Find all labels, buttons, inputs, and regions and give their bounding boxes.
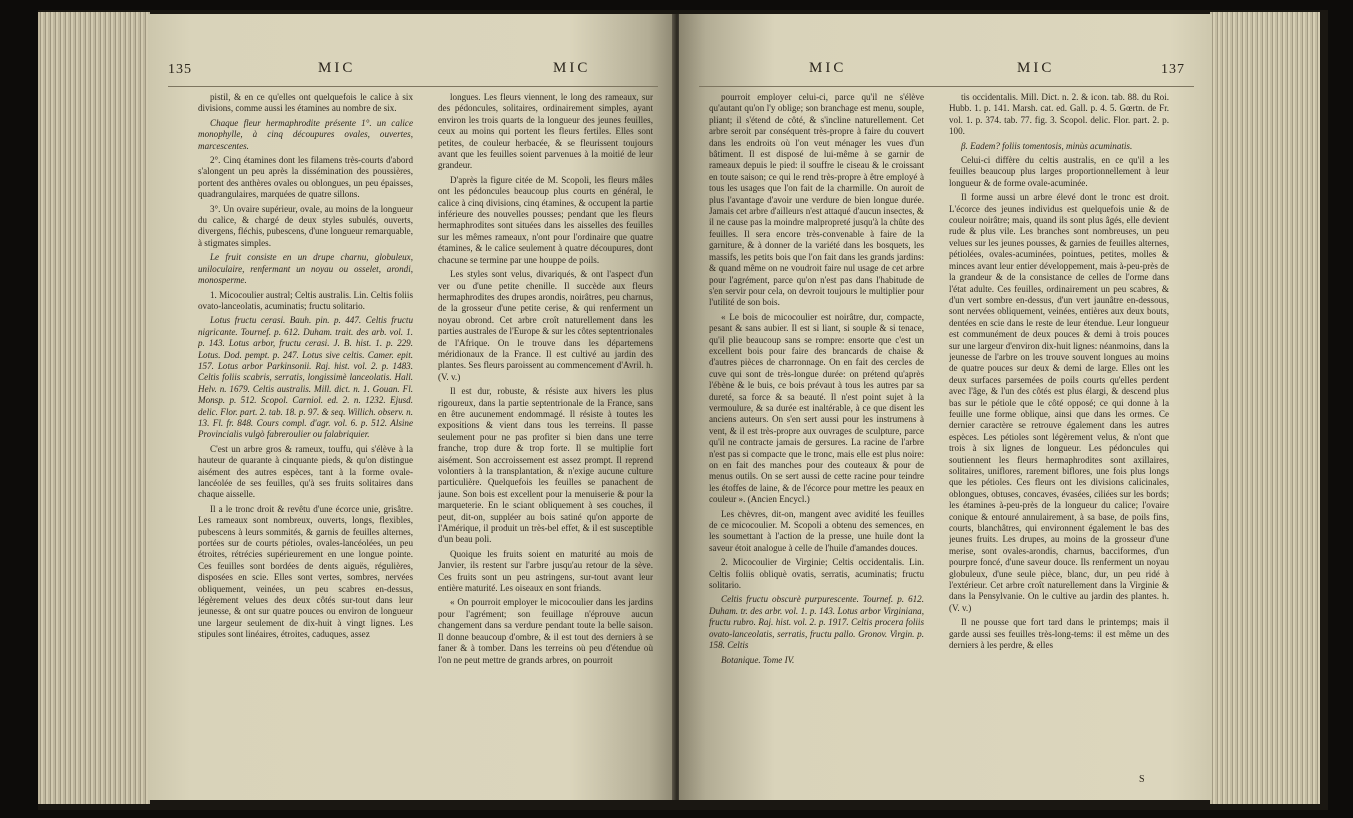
- paragraph: 1. Micocoulier austral; Celtis australis. Lin. Celtis foliis ovato-lanceolatis, acuminatis; fructu solitario.: [198, 289, 413, 311]
- paragraph: Les chèvres, dit-on, mangent avec avidité les feuilles de ce micocoulier. M. Scopoli a obtenu des semences, en les soumettant à l'action de la presse, une huile dont la saveur étoit analogue à celle de l'huile d'amandes douces.: [709, 508, 924, 553]
- left-page-number: 135: [168, 62, 192, 77]
- paragraph: longues. Les fleurs viennent, le long des rameaux, sur des pédoncules, solitaires, ordinairement simples, ayant environ les trois quarts de la longueur des jeunes feuilles, ceux au moins qui portent les fleurs fertiles. Elles sont petites, de couleur herbacée, & se fleurissent toujours avant que les feuilles soient parvenues à la moitié de leur grandeur.: [438, 92, 653, 171]
- paragraph: Les styles sont velus, divariqués, & ont l'aspect d'un ver ou d'une petite chenille. Il succède aux fleurs hermaphrodites des drupes arondis, noirâtres, peu charnus, de la grosseur d'une petite cerise, & qui renferment un noyau obrond. Cet arbre croît naturellement dans les parties australes de l'Europe & sur les côtes septentrionales de l'Afrique. On le trouve dans les départemens méridionaux de la France. Il est cultivé au jardin des plantes. Ses fleurs paroissent au commencement d'Avril. h. (V. v.): [438, 269, 653, 382]
- signature-mark: S: [1139, 774, 1145, 785]
- left-column-2: [438, 92, 653, 792]
- right-column-1: [709, 92, 924, 792]
- paragraph: Il a le tronc droit & revêtu d'une écorce unie, grisâtre. Les rameaux sont nombreux, ouverts, longs, flexibles, pubescens à leurs sommités, & garnis de feuilles alternes, portées sur de courts pétioles, ovales-lancéolées, un peu étroites, rétrécies supérieurement en une longue pointe. Ces feuilles sont bordées de dents aiguës, régulières, disposées en scie. Elles sont vertes, sombres, nervées obliquement, veinées, un peu scabres en-dessus, légèrement velues des deux côtés sur-tout dans leur jeunesse, & ont sur quatre pouces ou environ de longueur une largeur seulement de dix-huit à vingt lignes. Les stipules sont linéaires, étroites, caduques, assez: [198, 503, 413, 640]
- paragraph: Quoique les fruits soient en maturité au mois de Janvier, ils restent sur l'arbre jusqu'au retour de la sève. Ces fruits sont un peu astringens, sur-tout avant leur entière maturité. Les oiseaux en sont friands.: [438, 548, 653, 594]
- left-column-1: [198, 92, 413, 792]
- paragraph: pistil, & en ce qu'elles ont quelquefois le calice à six divisions, comme aussi les étamines au nombre de six.: [198, 92, 413, 114]
- right-running-head-2: MIC: [1017, 60, 1055, 76]
- paragraph: Il est dur, robuste, & résiste aux hivers les plus rigoureux, dans la partie septentrionale de la France, sans en être aucunement endommagé. Il résiste à toutes les expositions & vient dans tous les terreins. Il passe seulement pour ne pas profiter si bien dans une terre franche, trop dure & trop forte. Il se multiplie fort aisément. Son accroissement est assez prompt. Il reprend volontiers à la transplantation, & n'exige aucune culture particulière. Quelquefois les feuilles se panachent de jaune. Son bois est excellent pour la menuiserie & pour la marqueterie. En le sciant obliquement à ses couches, il peut, dit-on, suppléer au bois satiné qu'on apporte de l'Amérique, il produit un très-bel effet, & il est susceptible d'un beau poli.: [438, 386, 653, 545]
- right-page: [679, 14, 1212, 800]
- paragraph: Celui-ci diffère du celtis australis, en ce qu'il a les feuilles beaucoup plus larges proportionnellement à leur longueur & de forme ovale-acuminée.: [949, 155, 1169, 188]
- paragraph: β. Eadem? foliis tomentosis, minùs acuminatis.: [961, 140, 1133, 151]
- paragraph: tis occidentalis. Mill. Dict. n. 2. & icon. tab. 88. du Roi. Hubb. 1. p. 141. Marsh. cat. ed. Gall. p. 4. 5. Gœrtn. de Fr. vol. 1. p. 374. tab. 77. fig. 3. Scopol. delic. Flor. part. 2. p. 100.: [949, 92, 1169, 137]
- left-page: [148, 14, 675, 800]
- right-running-head-1: MIC: [809, 60, 847, 76]
- paragraph: C'est un arbre gros & rameux, touffu, qui s'élève à la hauteur de quarante à cinquante pieds, & qu'on distingue aisément des autres espèces, tant à la forme ovale-lancéolée de ses feuilles, qu'à ses fruits solitaires dans chaque aisselle.: [198, 443, 413, 500]
- paragraph: « Le bois de micocoulier est noirâtre, dur, compacte, pesant & sans aubier. Il est si liant, si souple & si tenace, qu'il plie beaucoup sans se rompre: ensorte que c'est un excellent bois pour faire des brancards de chaise & d'autres pièces de charronnage. On en fait des cercles de cuve qui sont de très-longue durée: on prétend qu'après l'ébène & le buis, ce bois prévaut à tous les autres par sa dureté, sa force & sa beauté. Il n'est point sujet à la vermoulure, & sa durée est inaltérable, à ce que disent les anciens auteurs. On s'en sert aussi pour les instrumens à vent, & il est très-propre aux ouvrages de sculpture, parce qu'il ne contracte jamais de gersures. La racine de l'arbre n'est pas si compacte que le tronc, mais elle est plus noire: on en fait des manches pour des couteaux & pour de menus outils. On se sert aussi de cette racine pour teindre les étoffes de laine, & de l'écorce pour mettre les peaux en couleur ». (Ancien Encycl.): [709, 311, 924, 505]
- paragraph: Botanique. Tome IV.: [721, 654, 795, 665]
- paragraph: Le fruit consiste en un drupe charnu, globuleux, uniloculaire, renfermant un noyau ou osselet, arondi, monosperme.: [198, 252, 413, 286]
- paragraph: Chaque fleur hermaphrodite présente 1°. un calice monophylle, à cinq découpures ovales, ouvertes, marcescentes.: [198, 117, 413, 151]
- left-page-header: [168, 60, 668, 84]
- paragraph: Il ne pousse que fort tard dans le printemps; mais il garde aussi ses feuilles très-long-tems: il est même un des derniers à les perdre, & elles: [949, 617, 1169, 651]
- left-header-rule: [168, 86, 658, 87]
- paragraph: pourroit employer celui-ci, parce qu'il ne s'élève qu'autant qu'on l'y oblige; son branchage est menu, souple, pliant; il s'étend de côté, & s'incline naturellement. Cet arbre seroit par conséquent très-propre à faire du couvert dans les endroits où l'on veut ménager les vues d'un bâtiment. Il est disposé de lui-même à se garnir de rameaux depuis le pied: il souffre le ciseau & le croissant en toute saison; ce qui le rend très-propre à être employé à tous les usages que l'on fait de la charmille. On auroit de plus l'avantage d'avoir une verdure de bien longue durée. Jamais cet arbre d'ailleurs n'est attaqué d'aucun insectes, & il ne cause pas la moindre malpropreté jusqu'à la chûte des feuilles. Il sera encore très-convenable à faire de la garniture, & à donner de la variété dans les bosquets, les massifs, les petits bois que l'on fait dans les grands jardins: & quand même on ne voudroit faire nul usage de cet arbre pour l'agrément, parce qu'on n'est pas dans l'habitude de s'en servir pour cela, on devroit toujours le multiplier pour l'utilité de son bois.: [709, 92, 924, 308]
- paragraph: « On pourroit employer le micocoulier dans les jardins pour l'agrément; son feuillage n'éprouve aucun changement dans sa verdure pendant toute la belle saison. Il donne beaucoup d'ombre, & il est tout des derniers à se faner & à tomber. Dans les terreins où peu d'étendue où l'on ne peut mettre de grands arbres, on pourroit: [438, 597, 653, 665]
- paragraph: D'après la figure citée de M. Scopoli, les fleurs mâles ont les pédoncules beaucoup plus courts en général, le calice à cinq divisions, cinq étamines, & occupent la partie inférieure des nouvelles pousses; pendant que les fleurs hermaphrodites sont situées dans les aisselles des feuilles sur les mêmes rameaux, n'ont pour l'ordinaire que quatre étamines, & le calice seulement à quatre découpures, dont chacune se termine par une houppe de poils.: [438, 174, 653, 265]
- paragraph: 2°. Cinq étamines dont les filamens très-courts d'abord s'alongent un peu après la dissémination des poussières, portent des anthères ovales ou oblongues, un peu épaisses, quadrangulaires, marquées de quatre sillons.: [198, 155, 413, 200]
- left-page-edges: [38, 12, 150, 804]
- paragraph: 2. Micocoulier de Virginie; Celtis occidentalis. Lin. Celtis foliis obliquè ovatis, serratis, acuminatis; fructu solitario.: [709, 557, 924, 591]
- left-running-head-1: MIC: [318, 60, 356, 76]
- left-running-head-2: MIC: [553, 60, 591, 76]
- paragraph: 3°. Un ovaire supérieur, ovale, au moins de la longueur du calice, & chargé de deux styles subulés, ouverts, divergens, fléchis, pubescens, d'une longueur remarquable, à stigmates simples.: [198, 203, 413, 248]
- right-column-2: [949, 92, 1169, 792]
- right-header-rule: [699, 86, 1194, 87]
- paragraph: Il forme aussi un arbre élevé dont le tronc est droit. L'écorce des jeunes individus est quelquefois unie & de couleur noirâtre; mais, quand ils sont plus âgés, elle devient rude & plus vile. Les branches sont nombreuses, un peu velues sur les jeunes pousses, & garnies de feuilles alternes, pétiolées, ovales-acuminées, pointues, petites, molles & minces avant leur entier développement, mais à-peu-près de la grandeur & de la consistance de celles de l'orme dans l'état adulte. Ces feuilles, ordinairement un peu scabres, & d'un vert sombre en-dessus, d'un vert jaunâtre en-dessous, sont nervées obliquement, veinées, entières aux deux bouts, dentées en scie dans le reste de leur étendue. Leur longueur est communément de deux pouces & demi à trois pouces sur une largeur d'environ dix-huit lignes: néanmoins, dans la jeunesse de l'arbre on les trouve souvent longues au moins de quatre pouces sur deux & demi de large. Elles ont les deux surfaces parsemées de poils courts qu'elles perdent avec l'âge, & l'un des côtés est plus élargi, & descend plus bas sur le pétiole que le côté opposé; ce qui donne à la feuille une forme oblique, ainsi que dans les ormes. Ce dernier caractère se retrouve également dans les autres espèces. Les pétioles sont légèrement velus, & n'ont que trois à six lignes de longueur. Les pédoncules qui soutiennent les fleurs hermaphrodites sont axillaires, solitaires, uniflores, rarement biflores, une fois plus longs que les pétioles. Ces fleurs ont les divisions calicinales, oblongues, obtuses, concaves, évasées, ciliées sur les bords; les étamines à-peu-près de la longueur du calice; l'ovaire conique & entouré annulairement, à sa base, de poils fins, courts, blanchâtres, qui environnent également le bas des jeunes fruits. Les drupes, au moins de la grosseur d'une merise, sont ovales-arondis, charnus, bacciformes, d'un pourpre foncé, d'une saveur douce. Ils renferment un noyau globuleux, d'une seule pièce, blanc, dur, un peu ridé à l'extérieur. Cet arbre croît naturellement dans la Virginie & dans la Pensylvanie. On le cultive au jardin des plantes. h. (V. v.): [949, 192, 1169, 613]
- right-page-edges: [1210, 12, 1320, 804]
- right-page-header: [699, 60, 1204, 84]
- paragraph: Lotus fructu cerasi. Bauh. pin. p. 447. Celtis fructu nigricante. Tournef. p. 612. Duham. trait. des arb. vol. 1. p. 143. Lotus arbor, fructu cerasi. J. B. hist. 1. p. 229. Lotus. Dod. pempt. p. 247. Lotus sive celtis. Camer. epit. 157. Lotus arbor Parkinsonii. Raj. hist. vol. 2. p. 1483. Celtis foliis scabris, serratis, longissimè lanceolatis. Hall. Helv. n. 1679. Celtis australis. Mill. dict. n. 1. Gouan. Fl. Monsp. p. 512. Scopol. Carniol. ed. 2. n. 1232. Ejusd. delic. Flor. part. 2. tab. 18. p. 97. & seq. Willich. observ. n. 13. Fl. fr. 848. Cours compl. d'agr. vol. 6. p. 512. Alsine Provincialis vulgò fabreroulier ou falabriquier.: [198, 315, 413, 440]
- right-page-number: 137: [1161, 62, 1185, 77]
- paragraph: Celtis fructu obscurè purpurescente. Tournef. p. 612. Duham. tr. des arbr. vol. 1. p. 143. Lotus arbor Virginiana, fructu rubro. Raj. hist. vol. 2. p. 1917. Celtis procera foliis ovato-lanceolatis, serratis, fructu pallo. Gronov. Virgin. p. 158. Celtis: [709, 594, 924, 651]
